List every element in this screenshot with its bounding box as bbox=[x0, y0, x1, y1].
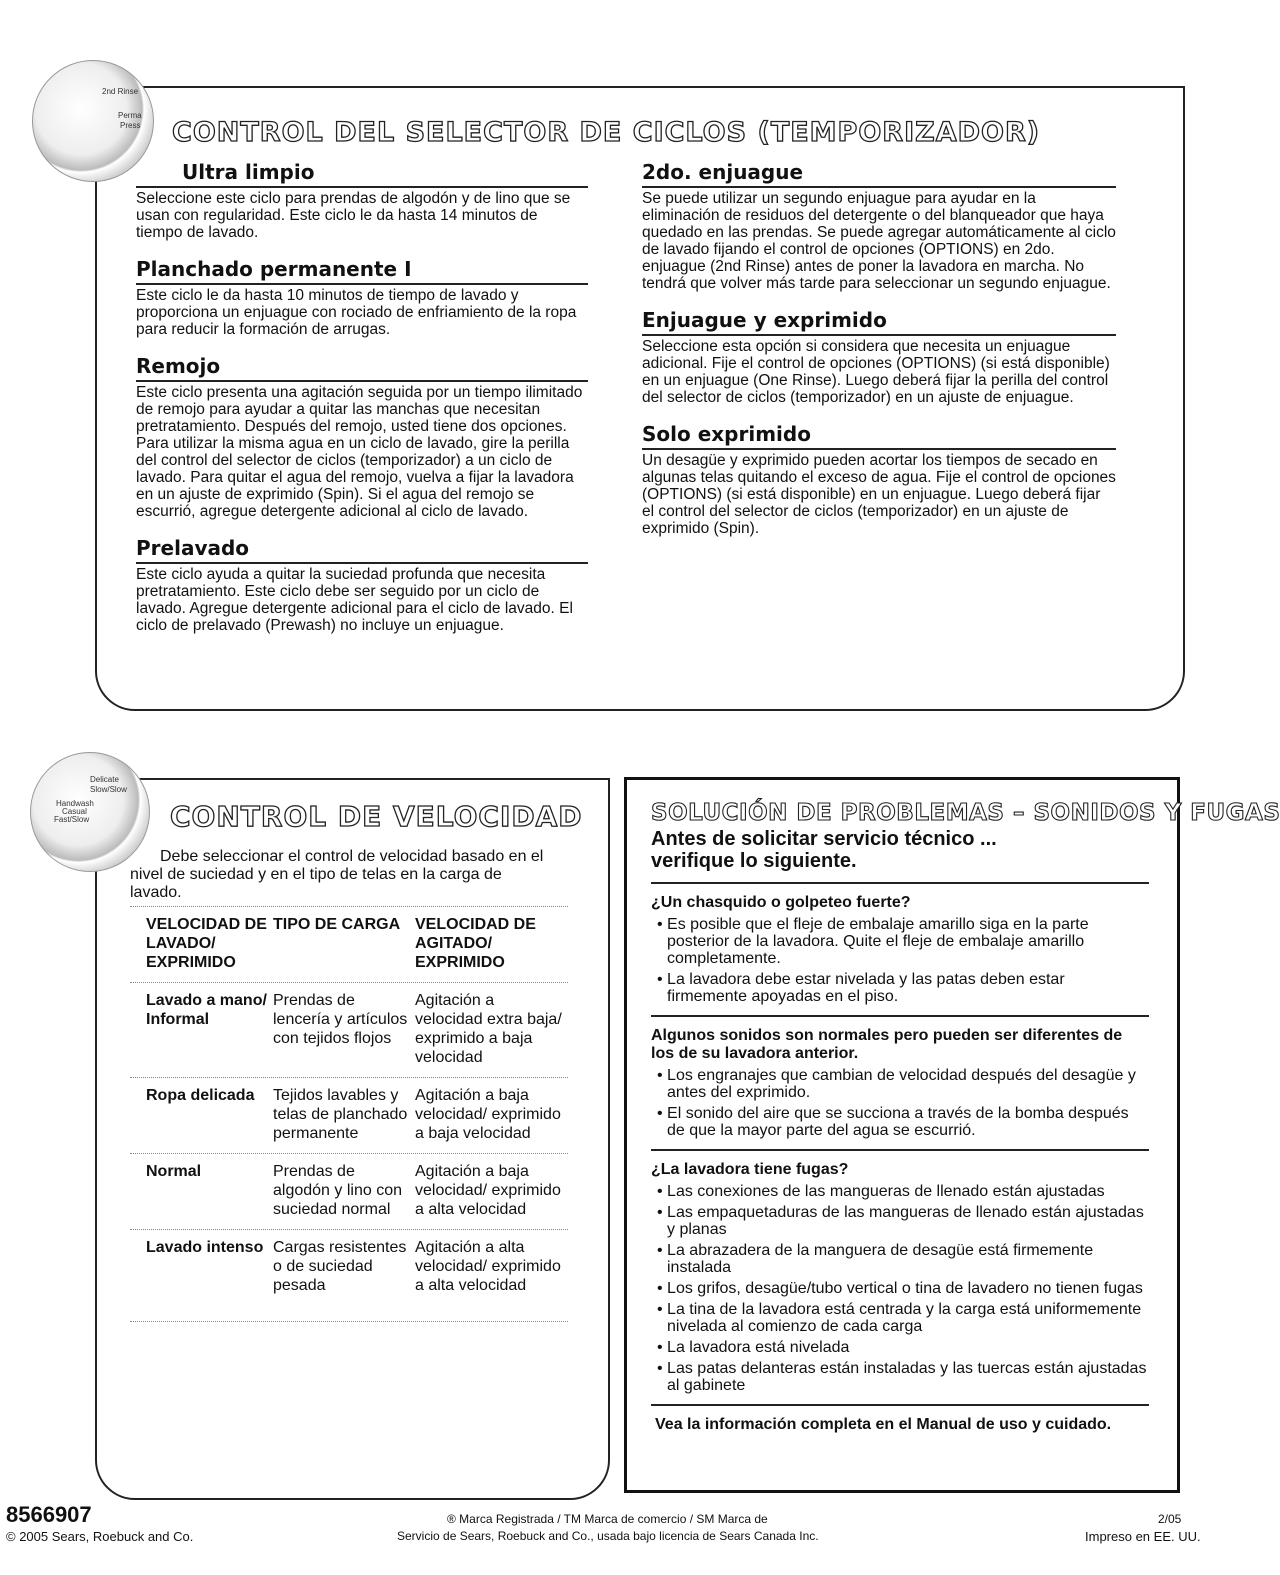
knob-label: Press bbox=[120, 121, 141, 130]
load-cell: Tejidos lavables y telas de planchado permanente bbox=[273, 1087, 408, 1142]
agitation-cell: Agitación a baja velocidad/ exprimido a alta velocidad bbox=[415, 1163, 561, 1218]
speed-intro: Debe seleccionar el control de velocidad basado en el nivel de suciedad y en el tipo de telas en la carga de lavado. bbox=[130, 848, 544, 901]
list-item: • La lavadora está nivelada bbox=[657, 1339, 850, 1356]
knob-label: Fast/Slow bbox=[54, 815, 90, 824]
cycle-description: Se puede utilizar un segundo enjuague para ayudar en la eliminación de residuos del detergente o del blanqueador que haya quedado en las prendas. Se puede agregar automáticamente al ciclo de lavado fijando el control de opciones (OPTIONS) en 2do. enjuague (2nd Rinse) antes de poner la lavadora en marcha. No tendrá que volver más tarde para seleccionar un segundo enjuague. bbox=[642, 190, 1116, 292]
trademark-line: Servicio de Sears, Roebuck and Co., usada bajo licencia de Sears Canada Inc. bbox=[397, 1529, 819, 1543]
copyright: © 2005 Sears, Roebuck and Co. bbox=[6, 1529, 194, 1544]
cycle-heading: Enjuague y exprimido bbox=[642, 308, 1116, 336]
table-row bbox=[130, 1153, 568, 1229]
cycle-block bbox=[642, 160, 1116, 292]
list-item: • La tina de la lavadora está centrada y la carga está uniformemente nivelada al comienzo de cada carga bbox=[657, 1301, 1142, 1335]
trademark-line: ® Marca Registrada / TM Marca de comercio / SM Marca de bbox=[447, 1512, 768, 1526]
knob-label: Perma bbox=[118, 111, 142, 120]
agitation-cell: Agitación a velocidad extra baja/ exprimido a baja velocidad bbox=[415, 992, 562, 1066]
cycle-block bbox=[136, 257, 588, 338]
list-item: • Las patas delanteras están instaladas y las tuercas están ajustadas al gabinete bbox=[657, 1360, 1147, 1394]
load-cell: Prendas de algodón y lino con suciedad normal bbox=[273, 1163, 402, 1218]
table-row bbox=[130, 1077, 568, 1153]
cycle-right-column bbox=[642, 160, 1116, 537]
cycle-description: Seleccione este ciclo para prendas de algodón y de lino que se usan con regularidad. Este ciclo le da hasta 14 minutos de tiempo de lavado. bbox=[136, 190, 571, 241]
cycle-description: Este ciclo ayuda a quitar la suciedad profunda que necesita pretratamiento. Este ciclo debe ser seguido por un ciclo de lavado. Agregue detergente adicional para el ciclo de lavado. El ciclo de prelavado (Prewash) no incluye un enjuague. bbox=[136, 566, 573, 634]
column-header: TIPO DE CARGA bbox=[273, 916, 401, 933]
column-header: VELOCIDAD DE AGITADO/ EXPRIMIDO bbox=[415, 916, 536, 971]
list-item: • Es posible que el fleje de embalaje amarillo siga en la parte posterior de la lavadora. Quite el fleje de embalaje amarillo completamente. bbox=[657, 916, 1089, 967]
knob-label: Casual bbox=[62, 807, 87, 816]
list-item: • La abrazadera de la manguera de desagüe está firmemente instalada bbox=[657, 1242, 1094, 1276]
list-item: • La lavadora debe estar nivelada y las patas deben estar firmemente apoyadas en el piso. bbox=[657, 971, 1065, 1005]
speed-cell: Ropa delicada bbox=[146, 1087, 255, 1104]
cycle-heading: Prelavado bbox=[136, 536, 588, 564]
speed-section-title: CONTROL DE VELOCIDAD bbox=[170, 800, 583, 833]
divider bbox=[651, 1149, 1149, 1151]
cycle-heading: Solo exprimido bbox=[642, 422, 1116, 450]
cycle-block bbox=[642, 422, 1116, 537]
problem-heading: ¿Un chasquido o golpeteo fuerte? bbox=[651, 894, 911, 911]
problem-heading: ¿La lavadora tiene fugas? bbox=[651, 1161, 849, 1178]
knob-label: Handwash bbox=[56, 799, 94, 808]
table-row bbox=[130, 1229, 568, 1322]
troubleshooting-title: SOLUCIÓN DE PROBLEMAS – SONIDOS Y FUGAS bbox=[651, 800, 1280, 826]
list-item: • Las empaquetaduras de las mangueras de llenado están ajustadas y planas bbox=[657, 1204, 1144, 1238]
cycle-block bbox=[136, 160, 588, 241]
part-number: 8566907 bbox=[6, 1502, 92, 1527]
print-date: 2/05 bbox=[1158, 1512, 1182, 1526]
troubleshooting-subtitle bbox=[651, 828, 1149, 872]
divider bbox=[651, 882, 1149, 884]
cycle-description: Este ciclo presenta una agitación seguida por un tiempo ilimitado de remojo para ayudar a quitar las manchas que necesitan pretratamiento. Después del remojo, usted tiene dos opciones. Para utilizar la misma agua en un ciclo de lavado, gire la perilla del control del selector de ciclos (temporizador) a un ciclo de lavado. Para quitar el agua del remojo, vuelva a fijar la lavadora en un ajuste de exprimido (Spin). Si el agua del remojo se escurrió, agregue detergente adicional al ciclo de lavado. bbox=[136, 384, 583, 520]
speed-cell: Lavado intenso bbox=[146, 1239, 264, 1256]
list-item: • Los grifos, desagüe/tubo vertical o tina de lavadero no tienen fugas bbox=[657, 1280, 1143, 1297]
load-cell: Cargas resistentes o de suciedad pesada bbox=[273, 1239, 407, 1294]
problem-heading: Algunos sonidos son normales pero pueden ser diferentes de los de su lavadora anterior. bbox=[651, 1027, 1123, 1062]
speed-cell: Lavado a mano/ Informal bbox=[146, 992, 267, 1028]
cycle-block bbox=[642, 308, 1116, 406]
troubleshooting-footer: Vea la información completa en el Manual de uso y cuidado. bbox=[655, 1416, 1112, 1433]
column-header: VELOCIDAD DE LAVADO/ EXPRIMIDO bbox=[146, 916, 267, 971]
cycle-heading: Ultra limpio bbox=[136, 160, 588, 188]
speed-cell: Normal bbox=[146, 1163, 202, 1180]
knob-label: 2nd Rinse bbox=[102, 87, 139, 96]
cycle-left-column bbox=[136, 160, 588, 634]
load-cell: Prendas de lencería y artículos con tejidos flojos bbox=[273, 992, 408, 1047]
divider bbox=[651, 1015, 1149, 1017]
cycle-block bbox=[136, 354, 588, 520]
cycle-heading: Planchado permanente I bbox=[136, 257, 588, 285]
cycle-description: Un desagüe y exprimido pueden acortar los tiempos de secado en algunas telas quitando el exceso de agua. Fije el control de opciones (OPTIONS) (si está disponible) en un enjuague. Luego deberá fijar el control del selector de ciclos (temporizador) en un ajuste de exprimido (Spin). bbox=[642, 452, 1116, 537]
agitation-cell: Agitación a alta velocidad/ exprimido a alta velocidad bbox=[415, 1239, 561, 1294]
speed-table bbox=[130, 906, 568, 1322]
cycle-section-title: CONTROL DEL SELECTOR DE CICLOS (TEMPORIZADOR) bbox=[172, 117, 1041, 148]
cycle-description: Seleccione esta opción si considera que necesita un enjuague adicional. Fije el control de opciones (OPTIONS) (si está disponible) en un enjuague (One Rinse). Luego deberá fijar la perilla del control del selector de ciclos (temporizador) en un ajuste de enjuague. bbox=[642, 338, 1110, 406]
printed-in: Impreso en EE. UU. bbox=[1085, 1529, 1201, 1544]
cycle-block bbox=[136, 536, 588, 634]
table-header-row bbox=[130, 907, 568, 982]
cycle-heading: 2do. enjuague bbox=[642, 160, 1116, 188]
table-row bbox=[130, 982, 568, 1077]
list-item: • El sonido del aire que se succiona a través de la bomba después de que la mayor parte del agua se escurrió. bbox=[657, 1105, 1129, 1139]
list-item: • Los engranajes que cambian de velocidad después del desagüe y antes del exprimido. bbox=[657, 1067, 1136, 1101]
divider bbox=[651, 1404, 1149, 1406]
cycle-description: Este ciclo le da hasta 10 minutos de tiempo de lavado y proporciona un enjuague con rociado de enfriamiento de la ropa para reducir la formación de arrugas. bbox=[136, 287, 577, 338]
subtitle-line: verifique lo siguiente. bbox=[651, 850, 857, 872]
agitation-cell: Agitación a baja velocidad/ exprimido a baja velocidad bbox=[415, 1087, 561, 1142]
knob-label: Slow/Slow bbox=[90, 785, 127, 794]
knob-label: Delicate bbox=[90, 775, 119, 784]
subtitle-line: Antes de solicitar servicio técnico ... bbox=[651, 828, 997, 850]
cycle-heading: Remojo bbox=[136, 354, 588, 382]
troubleshooting-panel bbox=[624, 777, 1280, 1493]
list-item: • Las conexiones de las mangueras de llenado están ajustadas bbox=[657, 1183, 1105, 1200]
